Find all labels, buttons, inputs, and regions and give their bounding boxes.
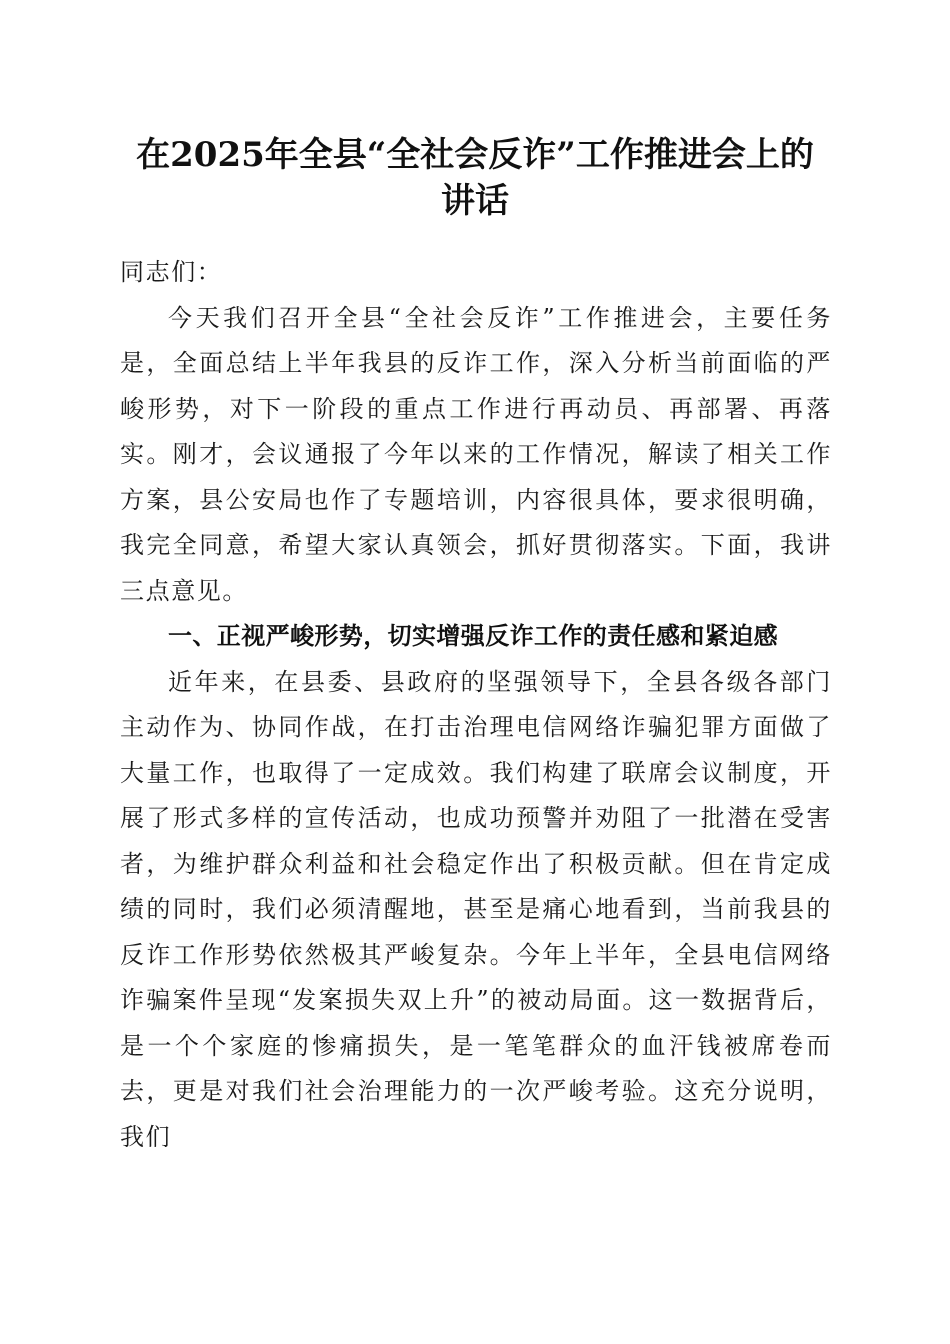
intro-paragraph: 今天我们召开全县“全社会反诈”工作推进会，主要任务是，全面总结上半年我县的反诈工作，深入分析当前面临的严峻形势，对下一阶段的重点工作进行再动员、再部署、再落实。刚才，会议通报了今年以来的工作情况，解读了相关工作方案，县公安局也作了专题培训，内容很具体，要求很明确，我完全同意，希望大家认真领会，抓好贯彻落实。下面，我讲三点意见。 [120, 303, 832, 605]
salutation: 同志们： [120, 258, 223, 286]
section-paragraph: 近年来，在县委、县政府的坚强领导下，全县各级各部门主动作为、协同作战，在打击治理电信网络诈骗犯罪方面做了大量工作，也取得了一定成效。我们构建了联席会议制度，开展了形式多样的宣传活动，也成功预警并劝阻了一批潜在受害者，为维护群众利益和社会稳定作出了积极贡献。但在肯定成绩的同时，我们必须清醒地，甚至是痛心地看到，当前我县的反诈工作形势依然极其严峻复杂。今年上半年，全县电信网络诈骗案件呈现“发案损失双上升”的被动局面。这一数据背后，是一个个家庭的惨痛损失，是一笔笔群众的血汗钱被席卷而去，更是对我们社会治理能力的一次严峻考验。这充分说明，我们 [120, 667, 832, 1151]
document-body [120, 250, 832, 1160]
section-heading: 一、正视严峻形势，切实增强反诈工作的责任感和紧迫感 [168, 622, 778, 650]
document-title: 在2025年全县“全社会反诈”工作推进会上的讲话 [136, 135, 814, 221]
